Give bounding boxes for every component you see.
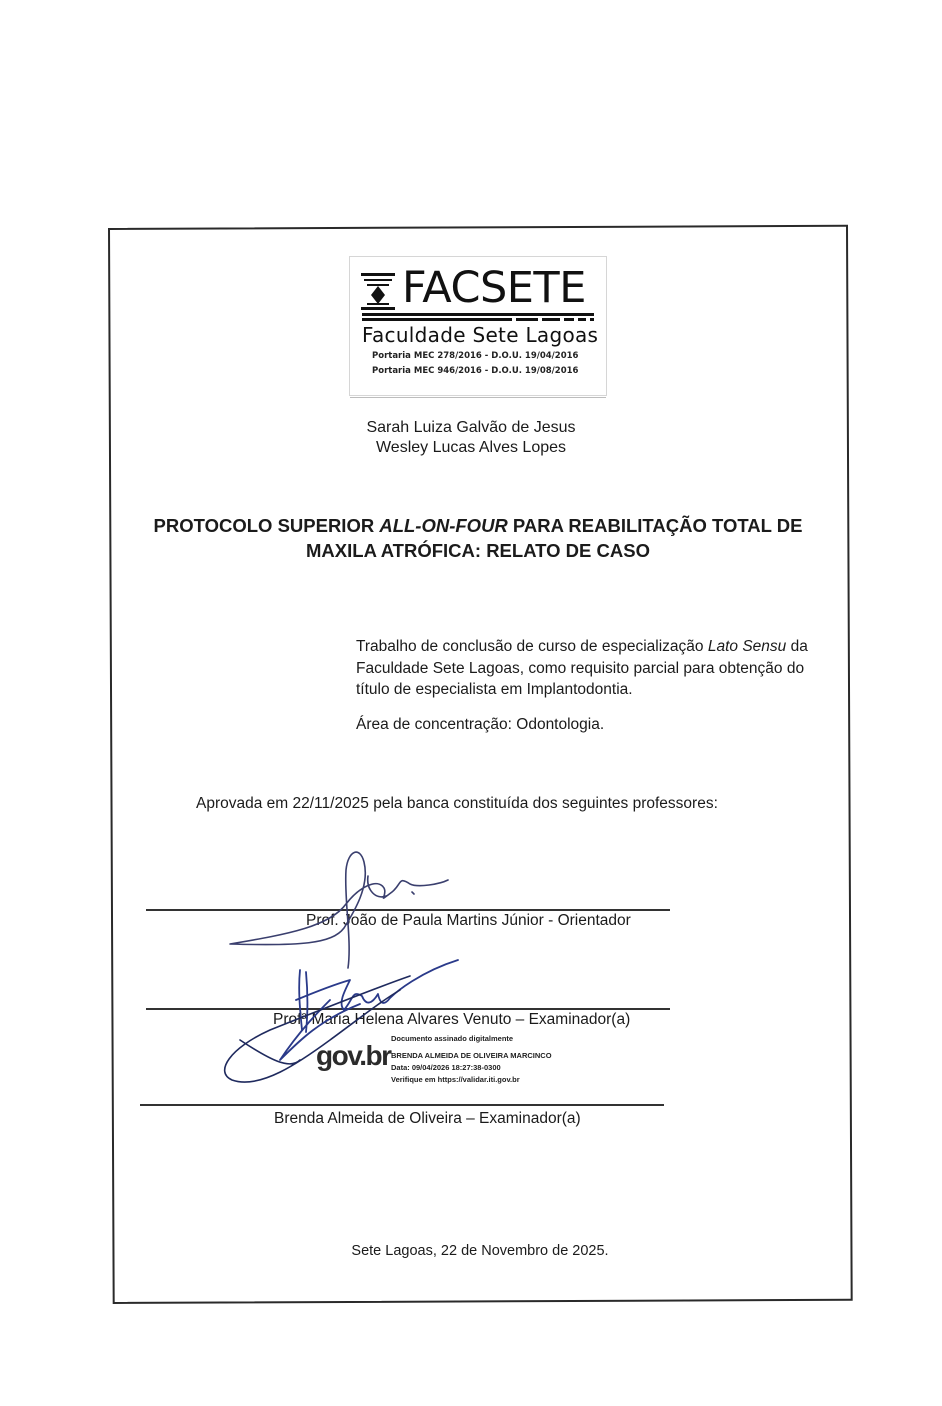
approval-statement: Aprovada em 22/11/2025 pela banca constituída dos seguintes professores:: [196, 795, 718, 812]
govbr-logo: gov.br: [316, 1040, 391, 1071]
facsete-logo: [349, 256, 607, 396]
govbr-verify: Verifique em https://validar.iti.gov.br: [391, 1075, 520, 1084]
concentration-area: Área de concentração: Odontologia.: [356, 716, 605, 733]
author-1: Sarah Luiza Galvão de Jesus: [366, 419, 576, 436]
author-2: Wesley Lucas Alves Lopes: [375, 439, 567, 456]
signatory-3: Brenda Almeida de Oliveira – Examinador(a): [274, 1110, 581, 1127]
govbr-date: Data: 09/04/2026 18:27:38-0300: [391, 1063, 501, 1072]
place-and-date: Sete Lagoas, 22 de Novembro de 2025.: [351, 1243, 609, 1259]
signature-line-3: [140, 1104, 664, 1106]
signatory-1: Prof. João de Paula Martins Júnior - Orientador: [306, 912, 631, 929]
document-title: PROTOCOLO SUPERIOR ALL-ON-FOUR PARA REABILITAÇÃO TOTAL DE MAXILA ATRÓFICA: RELATO DE CASO: [153, 515, 803, 561]
facsete-emblem-icon: [361, 273, 395, 311]
description: Trabalho de conclusão de curso de especialização Lato Sensu da Faculdade Sete Lagoas, como requisito parcial para obtenção do título de especialista em Implantodontia.: [356, 638, 808, 698]
signature-line-1: [146, 909, 670, 911]
logo-name: FACSETE: [402, 263, 586, 313]
govbr-header: Documento assinado digitalmente: [391, 1034, 514, 1043]
logo-subtitle: Faculdade Sete Lagoas: [362, 323, 599, 347]
portaria-2: Portaria MEC 946/2016 - D.O.U. 19/08/2016: [372, 366, 579, 376]
signature-line-2: [146, 1008, 670, 1010]
portaria-1: Portaria MEC 278/2016 - D.O.U. 19/04/2016: [372, 351, 579, 361]
govbr-signer: BRENDA ALMEIDA DE OLIVEIRA MARCINCO: [391, 1051, 552, 1060]
signatory-2: Profª Maria Helena Alvares Venuto – Examinador(a): [273, 1011, 631, 1028]
logo-bars: [362, 313, 594, 321]
